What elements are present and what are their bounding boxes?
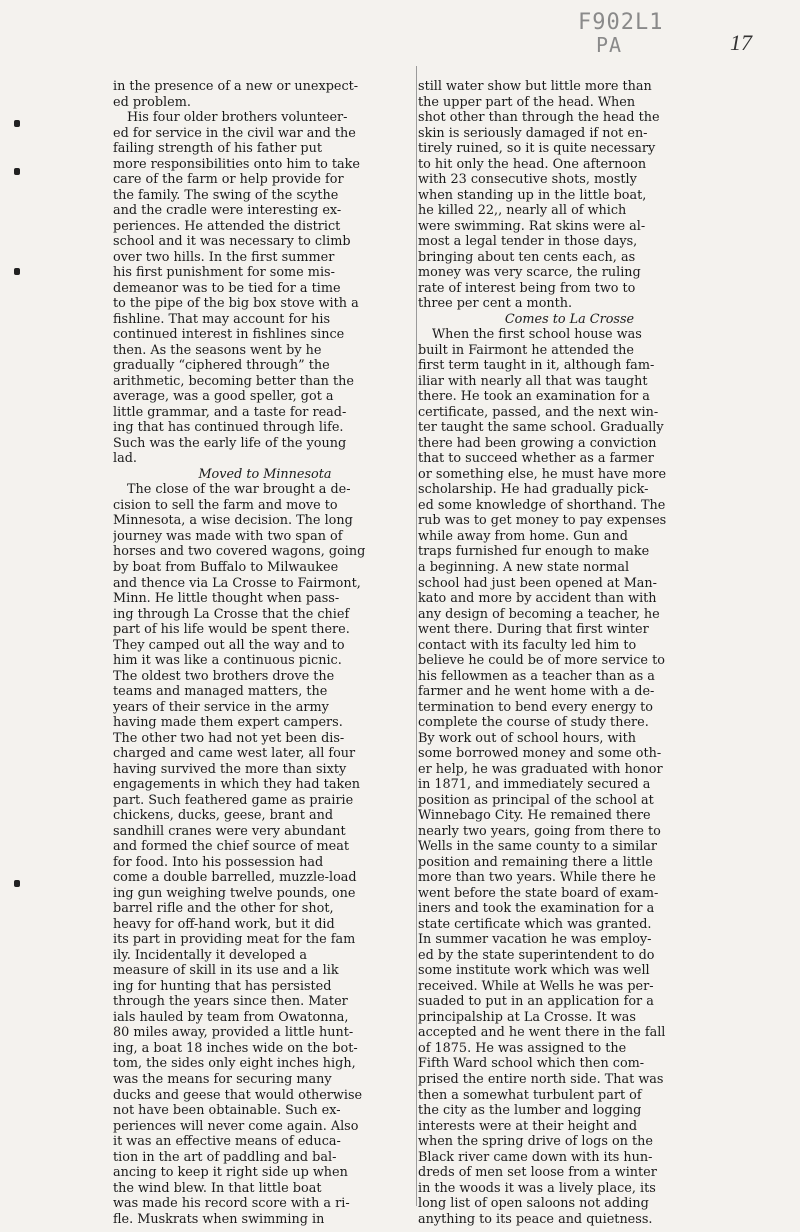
section-heading: Comes to La Crosse [504, 311, 635, 327]
page-number: 17 [730, 30, 752, 55]
text-line: most a legal tender in those days, [418, 234, 638, 250]
text-line: 80 miles away, provided a little hunt- [113, 1025, 354, 1041]
text-line: traps furnished fur enough to make [418, 544, 650, 560]
text-line: with 23 consecutive shots, mostly [418, 172, 637, 188]
text-line: part of his life would be spent there. [113, 622, 350, 638]
text-line: er help, he was graduated with honor [418, 761, 663, 777]
text-line: received. While at Wells he was per- [418, 978, 654, 994]
text-line: ducks and geese that would otherwise [113, 1087, 363, 1103]
text-line: the family. The swing of the scythe [113, 187, 339, 203]
margin-mark [14, 268, 20, 275]
text-line: By work out of school hours, with [418, 730, 636, 746]
text-line: failing strength of his father put [113, 141, 322, 157]
text-line: engagements in which they had taken [113, 777, 361, 793]
text-line: more than two years. While there he [418, 870, 656, 886]
text-line: little grammar, and a taste for read- [113, 404, 347, 420]
text-line: through the years since then. Mater [113, 994, 348, 1010]
text-line: some institute work which was well [418, 963, 650, 979]
text-line: interests were at their height and [418, 1118, 638, 1134]
right-column [418, 79, 721, 1227]
margin-mark [14, 120, 20, 127]
text-line: three per cent a month. [418, 296, 573, 312]
text-line: shot other than through the head the [418, 110, 660, 126]
text-line: long list of open saloons not adding [418, 1196, 649, 1212]
text-line: believe he could be of more service to [418, 653, 665, 669]
text-line: principalship at La Crosse. It was [418, 1009, 636, 1025]
text-line: iliar with nearly all that was taught [418, 373, 648, 389]
text-line: its part in providing meat for the fam [113, 932, 356, 948]
text-line: built in Fairmont he attended the [418, 342, 634, 358]
margin-mark [14, 168, 20, 175]
text-line: ed problem. [113, 94, 191, 110]
text-line: rate of interest being from two to [418, 280, 636, 296]
text-line: there had been growing a conviction [418, 435, 657, 451]
text-line: first term taught in it, although fam- [418, 358, 655, 374]
text-line: sandhill cranes were very abundant [113, 823, 346, 839]
text-line: teams and managed matters, the [113, 684, 328, 700]
text-line: having survived the more than sixty [113, 761, 347, 777]
text-line: gradually “ciphered through” the [113, 358, 330, 374]
text-line: horses and two covered wagons, going [113, 544, 366, 560]
text-line: by boat from Buffalo to Milwaukee [113, 559, 339, 575]
text-line: or something else, he must have more [418, 466, 667, 482]
text-line: was the means for securing many [113, 1072, 332, 1087]
text-line: periences. He attended the district [113, 218, 341, 234]
text-line: skin is seriously damaged if not en- [418, 125, 648, 141]
text-line: Black river came down with its hun- [418, 1149, 653, 1165]
text-line: ing, a boat 18 inches wide on the bot- [113, 1040, 358, 1056]
archive-annotation [578, 12, 663, 56]
text-line: position and remaining there a little [418, 854, 653, 870]
text-line: average, was a good speller, got a [113, 389, 334, 405]
text-line: periences will never come again. Also [113, 1118, 359, 1134]
text-line: ed by the state superintendent to do [418, 947, 655, 963]
text-line: accepted and he went there in the fall [418, 1025, 666, 1041]
text-line: some borrowed money and some oth- [418, 746, 662, 762]
text-line: the wind blew. In that little boat [113, 1180, 322, 1196]
text-line: in 1871, and immediately secured a [418, 777, 651, 793]
text-line: contact with its faculty led him to [418, 637, 637, 653]
text-line: school had just been opened at Man- [418, 575, 657, 591]
text-line: when the spring drive of logs on the [418, 1134, 653, 1150]
text-line: the city as the lumber and logging [418, 1103, 642, 1119]
text-line: part. Such feathered game as prairie [113, 792, 354, 808]
text-line: termination to bend every energy to [418, 699, 653, 715]
text-line: still water show but little more than [418, 79, 652, 94]
text-line: he killed 22,, nearly all of which [418, 203, 627, 219]
left-column [113, 79, 417, 1227]
text-line: any design of becoming a teacher, he [418, 606, 660, 622]
text-line: Minnesota, a wise decision. The long [113, 513, 353, 529]
text-line: anything to its peace and quietness. [418, 1211, 653, 1227]
text-line: not have been obtainable. Such ex- [113, 1103, 341, 1119]
text-line: ily. Incidentally it developed a [113, 947, 307, 963]
text-line: school and it was necessary to climb [113, 234, 351, 250]
text-line: were swimming. Rat skins were al- [418, 218, 646, 234]
text-line: demeanor was to be tied for a time [113, 280, 341, 296]
text-line: charged and came west later, all four [113, 746, 356, 762]
text-line: journey was made with two span of [113, 528, 343, 544]
text-line: the upper part of the head. When [418, 94, 636, 110]
text-line: cision to sell the farm and move to [113, 497, 338, 513]
text-line: there. He took an examination for a [418, 389, 650, 405]
text-line: having made them expert campers. [113, 715, 343, 731]
text-line: of 1875. He was assigned to the [418, 1040, 627, 1056]
text-line: ials hauled by team from Owatonna, [113, 1009, 349, 1025]
text-line: then. As the seasons went by he [113, 342, 322, 358]
text-line: state certificate which was granted. [418, 916, 652, 932]
text-line: nearly two years, going from there to [418, 823, 661, 839]
annotation-line-2: PA [596, 33, 623, 57]
text-line: ing for hunting that has persisted [113, 978, 332, 994]
text-line: His four older brothers volunteer- [127, 110, 348, 126]
text-line: in the woods it was a lively place, its [418, 1180, 656, 1196]
text-line: while away from home. Gun and [418, 528, 628, 544]
text-line: When the first school house was [432, 327, 642, 343]
text-line: iners and took the examination for a [418, 901, 655, 917]
text-line: went there. During that first winter [418, 622, 649, 638]
text-line: heavy for off-hand work, but it did [113, 916, 335, 932]
text-line: years of their service in the army [113, 699, 329, 715]
text-line: position as principal of the school at [418, 792, 654, 808]
text-line: ing that has continued through life. [113, 420, 344, 436]
text-line: and the cradle were interesting ex- [113, 203, 342, 219]
text-line: measure of skill in its use and a lik [113, 963, 339, 979]
text-line: suaded to put in an application for a [418, 994, 654, 1010]
text-line: dreds of men set loose from a winter [418, 1165, 657, 1181]
text-line: Winnebago City. He remained there [418, 808, 651, 824]
text-line: The close of the war brought a de- [127, 482, 351, 498]
text-line: was made his record score with a ri- [113, 1196, 350, 1212]
text-line: ing through La Crosse that the chief [113, 606, 350, 622]
text-line: prised the entire north side. That was [418, 1072, 664, 1087]
text-line: The oldest two brothers drove the [113, 668, 335, 684]
text-line: rub was to get money to pay expenses [418, 513, 667, 529]
text-line: ed for service in the civil war and the [113, 125, 356, 141]
text-line: and thence via La Crosse to Fairmont, [113, 575, 361, 591]
text-line: and formed the chief source of meat [113, 839, 349, 855]
text-line: Wells in the same county to a similar [418, 839, 658, 855]
text-line: in the presence of a new or unexpect- [113, 79, 359, 94]
margin-mark [14, 880, 20, 887]
text-line: barrel rifle and the other for shot, [113, 901, 334, 917]
text-line: went before the state board of exam- [418, 885, 659, 901]
text-line: Such was the early life of the young [113, 435, 347, 451]
text-line: his fellowmen as a teacher than as a [418, 668, 655, 684]
text-line: Fifth Ward school which then com- [418, 1056, 645, 1072]
text-line: it was an effective means of educa- [113, 1134, 341, 1150]
text-line: tom, the sides only eight inches high, [113, 1056, 356, 1072]
text-line: come a double barrelled, muzzle-load [113, 870, 357, 886]
annotation-line-1: F902L1 [578, 10, 664, 35]
text-line: when standing up in the little boat, [418, 187, 647, 203]
text-line: ed some knowledge of shorthand. The [418, 497, 666, 513]
text-line: fishline. That may account for his [113, 311, 331, 327]
text-line: to the pipe of the big box stove with a [113, 296, 359, 312]
text-line: fle. Muskrats when swimming in [113, 1211, 325, 1227]
text-line: kato and more by accident than with [418, 591, 657, 607]
text-line: then a somewhat turbulent part of [418, 1087, 642, 1103]
text-line: over two hills. In the first summer [113, 249, 335, 265]
text-line: lad. [113, 451, 137, 467]
text-line: ter taught the same school. Gradually [418, 420, 664, 436]
text-line: complete the course of study there. [418, 715, 649, 731]
text-line: tirely ruined, so it is quite necessary [418, 141, 656, 157]
text-line: They camped out all the way and to [113, 637, 345, 653]
text-line: his first punishment for some mis- [113, 265, 335, 281]
text-line: arithmetic, becoming better than the [113, 373, 354, 389]
text-line: for food. Into his possession had [113, 854, 324, 870]
section-heading: Moved to Minnesota [198, 466, 332, 482]
text-line: Minn. He little thought when pass- [113, 591, 340, 607]
text-line: him it was like a continuous picnic. [113, 653, 342, 669]
text-line: tion in the art of paddling and bal- [113, 1149, 337, 1165]
text-line: a beginning. A new state normal [418, 559, 630, 575]
text-line: that to succeed whether as a farmer [418, 451, 654, 467]
text-line: ing gun weighing twelve pounds, one [113, 885, 356, 901]
text-line: In summer vacation he was employ- [418, 932, 652, 948]
text-line: care of the farm or help provide for [113, 172, 344, 188]
text-line: money was very scarce, the ruling [418, 265, 641, 281]
text-line: more responsibilities onto him to take [113, 156, 360, 172]
text-line: chickens, ducks, geese, brant and [113, 808, 334, 824]
text-line: bringing about ten cents each, as [418, 249, 636, 265]
text-line: scholarship. He had gradually pick- [418, 482, 649, 498]
text-line: to hit only the head. One afternoon [418, 156, 647, 172]
text-line: continued interest in fishlines since [113, 327, 345, 343]
text-line: ancing to keep it right side up when [113, 1165, 348, 1181]
text-line: certificate, passed, and the next win- [418, 404, 659, 420]
text-line: The other two had not yet been dis- [113, 730, 345, 746]
text-line: farmer and he went home with a de- [418, 684, 655, 700]
